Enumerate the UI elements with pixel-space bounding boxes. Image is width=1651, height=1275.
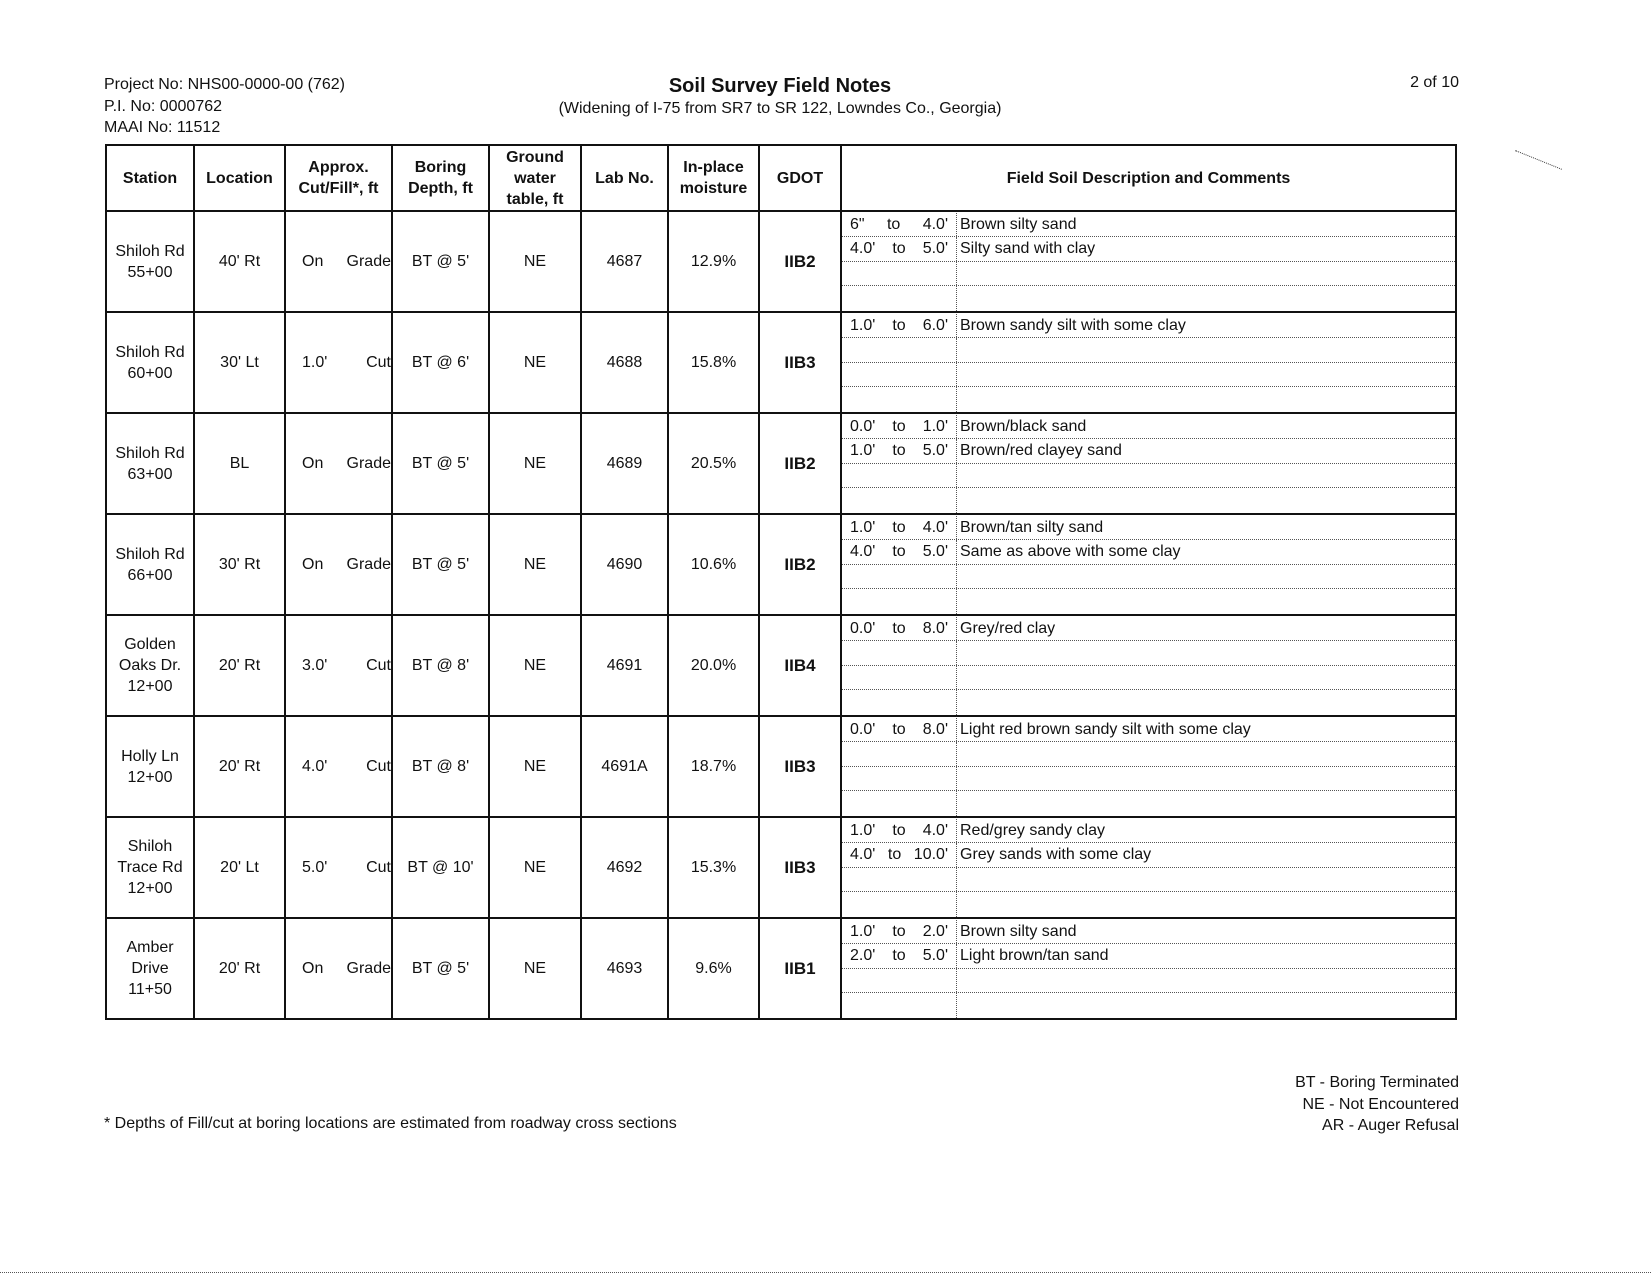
- description-cell: [841, 312, 1456, 413]
- layer-description: [957, 464, 960, 488]
- location-cell: 20' Rt: [194, 615, 285, 716]
- layer-description: [957, 286, 960, 311]
- layer-depth: [842, 742, 957, 766]
- boring-depth-cell: BT @ 5': [392, 514, 489, 615]
- groundwater-cell: NE: [489, 211, 581, 312]
- cut-fill-cell: On Grade: [285, 918, 392, 1019]
- layer-description: [957, 791, 960, 816]
- boring-depth-cell: BT @ 5': [392, 918, 489, 1019]
- layer-depth: 1.0' to 5.0': [842, 439, 957, 463]
- soil-layer: [842, 338, 1455, 363]
- soil-layer: [842, 920, 1455, 945]
- layer-description: Light red brown sandy silt with some clay: [960, 720, 1251, 738]
- description-cell: [841, 918, 1456, 1019]
- soil-layer: [842, 742, 1455, 767]
- soil-layer: [842, 314, 1455, 339]
- soil-layer: [842, 868, 1455, 893]
- layer-description: Light brown/tan sand: [960, 947, 1109, 964]
- lab-no-cell: 4692: [581, 817, 668, 918]
- table-row: [106, 918, 1456, 1019]
- layer-description: [957, 641, 960, 665]
- layer-description: Brown silty sand: [960, 922, 1077, 940]
- layer-depth: [842, 993, 957, 1018]
- station-cell: Shiloh Rd 60+00: [106, 312, 194, 413]
- groundwater-cell: NE: [489, 514, 581, 615]
- moisture-cell: 18.7%: [668, 716, 759, 817]
- groundwater-cell: NE: [489, 817, 581, 918]
- col-header-cut-fill: Approx. Cut/Fill*, ft: [285, 145, 392, 211]
- station-cell: Golden Oaks Dr. 12+00: [106, 615, 194, 716]
- soil-layer: [842, 767, 1455, 792]
- table-row: [106, 514, 1456, 615]
- soil-layer: [842, 540, 1455, 565]
- layer-depth: [842, 589, 957, 614]
- cut-fill-cell: 3.0' Cut: [285, 615, 392, 716]
- gdot-class-cell: IIB3: [759, 817, 841, 918]
- layer-description: Silty sand with clay: [960, 240, 1096, 257]
- col-header-lab-no: Lab No.: [581, 145, 668, 211]
- table-row: [106, 716, 1456, 817]
- lab-no-cell: 4687: [581, 211, 668, 312]
- layer-depth: [842, 464, 957, 488]
- lab-no-cell: 4693: [581, 918, 668, 1019]
- cut-fill-cell: On Grade: [285, 514, 392, 615]
- col-header-groundwater: Ground water table, ft: [489, 145, 581, 211]
- layer-depth: 1.0' to 4.0': [842, 516, 957, 540]
- groundwater-cell: NE: [489, 615, 581, 716]
- layer-depth: 0.0' to 8.0': [842, 617, 957, 641]
- gdot-class-cell: IIB2: [759, 413, 841, 514]
- layer-depth: 4.0' to 10.0': [842, 843, 957, 867]
- abbreviation-legend: [1295, 1072, 1459, 1137]
- layer-description: Brown sandy silt with some clay: [960, 316, 1186, 334]
- groundwater-cell: NE: [489, 918, 581, 1019]
- station-cell: Shiloh Rd 63+00: [106, 413, 194, 514]
- legend-ne: NE - Not Encountered: [1302, 1095, 1459, 1113]
- layer-description: [957, 387, 960, 412]
- soil-layer: [842, 464, 1455, 489]
- location-cell: 20' Rt: [194, 918, 285, 1019]
- col-header-station: Station: [106, 145, 194, 211]
- location-cell: 30' Rt: [194, 514, 285, 615]
- layer-depth: [842, 641, 957, 665]
- layer-description: [957, 767, 960, 791]
- layer-description: Red/grey sandy clay: [960, 821, 1105, 839]
- lab-no-cell: 4690: [581, 514, 668, 615]
- layer-description: Same as above with some clay: [960, 543, 1181, 560]
- layer-description: [957, 742, 960, 766]
- soil-layer: [842, 993, 1455, 1018]
- description-cell: [841, 817, 1456, 918]
- station-cell: Shiloh Rd 55+00: [106, 211, 194, 312]
- layer-depth: 0.0' to 1.0': [842, 415, 957, 439]
- soil-layer: [842, 791, 1455, 816]
- location-cell: BL: [194, 413, 285, 514]
- soil-layer: [842, 666, 1455, 691]
- soil-layer: [842, 969, 1455, 994]
- layer-depth: 2.0' to 5.0': [842, 944, 957, 968]
- station-cell: Holly Ln 12+00: [106, 716, 194, 817]
- gdot-class-cell: IIB3: [759, 312, 841, 413]
- layer-depth: [842, 666, 957, 690]
- gdot-class-cell: IIB1: [759, 918, 841, 1019]
- layer-description: [957, 363, 960, 387]
- layer-description: Brown/tan silty sand: [960, 518, 1104, 536]
- col-header-moisture: In-place moisture: [668, 145, 759, 211]
- groundwater-cell: NE: [489, 716, 581, 817]
- station-cell: Amber Drive 11+50: [106, 918, 194, 1019]
- soil-layer: [842, 439, 1455, 464]
- moisture-cell: 10.6%: [668, 514, 759, 615]
- layer-description: [957, 338, 960, 362]
- table-header-row: [106, 145, 1456, 211]
- soil-layer: [842, 415, 1455, 440]
- gdot-class-cell: IIB2: [759, 514, 841, 615]
- cut-fill-cell: 5.0' Cut: [285, 817, 392, 918]
- cut-fill-cell: On Grade: [285, 413, 392, 514]
- layer-description: Brown/red clayey sand: [960, 442, 1122, 459]
- layer-description: [957, 892, 960, 917]
- boring-depth-cell: BT @ 5': [392, 211, 489, 312]
- page-number: 2 of 10: [1410, 74, 1459, 91]
- soil-layer: [842, 944, 1455, 969]
- layer-depth: 0.0' to 8.0': [842, 718, 957, 742]
- groundwater-cell: NE: [489, 312, 581, 413]
- boring-depth-cell: BT @ 10': [392, 817, 489, 918]
- maai-number: MAAI No: 11512: [104, 119, 221, 136]
- layer-depth: 1.0' to 6.0': [842, 314, 957, 338]
- moisture-cell: 15.8%: [668, 312, 759, 413]
- moisture-cell: 20.0%: [668, 615, 759, 716]
- soil-layer: [842, 819, 1455, 844]
- description-cell: [841, 413, 1456, 514]
- cut-fill-cell: On Grade: [285, 211, 392, 312]
- layer-depth: [842, 690, 957, 715]
- layer-depth: [842, 286, 957, 311]
- soil-layer: [842, 387, 1455, 412]
- legend-ar: AR - Auger Refusal: [1322, 1117, 1459, 1134]
- soil-layer: [842, 641, 1455, 666]
- pi-number: P.I. No: 0000762: [104, 97, 223, 115]
- footnote: * Depths of Fill/cut at boring locations are estimated from roadway cross sections: [104, 1115, 677, 1132]
- moisture-cell: 9.6%: [668, 918, 759, 1019]
- gdot-class-cell: IIB4: [759, 615, 841, 716]
- location-cell: 20' Rt: [194, 716, 285, 817]
- scan-artifact-mark: [1514, 150, 1561, 172]
- description-cell: [841, 716, 1456, 817]
- boring-depth-cell: BT @ 8': [392, 615, 489, 716]
- layer-depth: [842, 969, 957, 993]
- soil-survey-table: [105, 144, 1457, 1020]
- layer-description: Brown/black sand: [960, 417, 1087, 435]
- soil-layer: [842, 213, 1455, 238]
- layer-description: Grey/red clay: [960, 619, 1056, 637]
- col-header-location: Location: [194, 145, 285, 211]
- document-heading: [480, 74, 1080, 120]
- boring-depth-cell: BT @ 6': [392, 312, 489, 413]
- col-header-description: Field Soil Description and Comments: [841, 145, 1456, 211]
- layer-description: [957, 868, 960, 892]
- layer-description: [957, 690, 960, 715]
- layer-description: [957, 969, 960, 993]
- soil-layer: [842, 516, 1455, 541]
- moisture-cell: 15.3%: [668, 817, 759, 918]
- cut-fill-cell: 4.0' Cut: [285, 716, 392, 817]
- lab-no-cell: 4688: [581, 312, 668, 413]
- boring-depth-cell: BT @ 8': [392, 716, 489, 817]
- soil-layer: [842, 286, 1455, 311]
- layer-description: [957, 589, 960, 614]
- lab-no-cell: 4689: [581, 413, 668, 514]
- soil-layer: [842, 718, 1455, 743]
- layer-description: Brown silty sand: [960, 215, 1077, 233]
- soil-layer: [842, 892, 1455, 917]
- table-row: [106, 817, 1456, 918]
- layer-depth: [842, 387, 957, 412]
- location-cell: 30' Lt: [194, 312, 285, 413]
- table-row: [106, 413, 1456, 514]
- layer-description: [957, 666, 960, 690]
- description-cell: [841, 615, 1456, 716]
- layer-description: [957, 488, 960, 513]
- layer-description: [957, 565, 960, 589]
- layer-depth: [842, 488, 957, 513]
- station-cell: Shiloh Rd 66+00: [106, 514, 194, 615]
- layer-depth: 6" to 4.0': [842, 213, 957, 237]
- layer-depth: 4.0' to 5.0': [842, 237, 957, 261]
- layer-depth: [842, 791, 957, 816]
- cut-fill-cell: 1.0' Cut: [285, 312, 392, 413]
- soil-layer: [842, 363, 1455, 388]
- layer-depth: [842, 868, 957, 892]
- description-cell: [841, 211, 1456, 312]
- soil-layer: [842, 843, 1455, 868]
- moisture-cell: 20.5%: [668, 413, 759, 514]
- layer-depth: [842, 565, 957, 589]
- gdot-class-cell: IIB2: [759, 211, 841, 312]
- soil-layer: [842, 690, 1455, 715]
- table-body: [106, 211, 1456, 1019]
- layer-description: [957, 262, 960, 286]
- table-row: [106, 211, 1456, 312]
- groundwater-cell: NE: [489, 413, 581, 514]
- gdot-class-cell: IIB3: [759, 716, 841, 817]
- lab-no-cell: 4691A: [581, 716, 668, 817]
- soil-layer: [842, 237, 1455, 262]
- col-header-boring-depth: Boring Depth, ft: [392, 145, 489, 211]
- col-header-gdot: GDOT: [759, 145, 841, 211]
- legend-bt: BT - Boring Terminated: [1295, 1074, 1459, 1091]
- page-title: Soil Survey Field Notes: [668, 75, 892, 97]
- station-cell: Shiloh Trace Rd 12+00: [106, 817, 194, 918]
- soil-layer: [842, 488, 1455, 513]
- layer-depth: 4.0' to 5.0': [842, 540, 957, 564]
- location-cell: 20' Lt: [194, 817, 285, 918]
- layer-description: Grey sands with some clay: [960, 846, 1152, 863]
- page-edge-line: [0, 1272, 1651, 1273]
- table-row: [106, 312, 1456, 413]
- layer-depth: 1.0' to 2.0': [842, 920, 957, 944]
- boring-depth-cell: BT @ 5': [392, 413, 489, 514]
- moisture-cell: 12.9%: [668, 211, 759, 312]
- layer-depth: [842, 262, 957, 286]
- soil-layer: [842, 565, 1455, 590]
- location-cell: 40' Rt: [194, 211, 285, 312]
- layer-description: [957, 993, 960, 1018]
- project-number: Project No: NHS00-0000-00 (762): [104, 76, 346, 93]
- soil-layer: [842, 589, 1455, 614]
- description-cell: [841, 514, 1456, 615]
- page-subtitle: (Widening of I-75 from SR7 to SR 122, Lowndes Co., Georgia): [558, 100, 1002, 117]
- layer-depth: [842, 767, 957, 791]
- lab-no-cell: 4691: [581, 615, 668, 716]
- layer-depth: [842, 892, 957, 917]
- layer-depth: [842, 363, 957, 387]
- layer-depth: 1.0' to 4.0': [842, 819, 957, 843]
- soil-layer: [842, 617, 1455, 642]
- soil-layer: [842, 262, 1455, 287]
- layer-depth: [842, 338, 957, 362]
- project-info: [104, 74, 345, 139]
- table-row: [106, 615, 1456, 716]
